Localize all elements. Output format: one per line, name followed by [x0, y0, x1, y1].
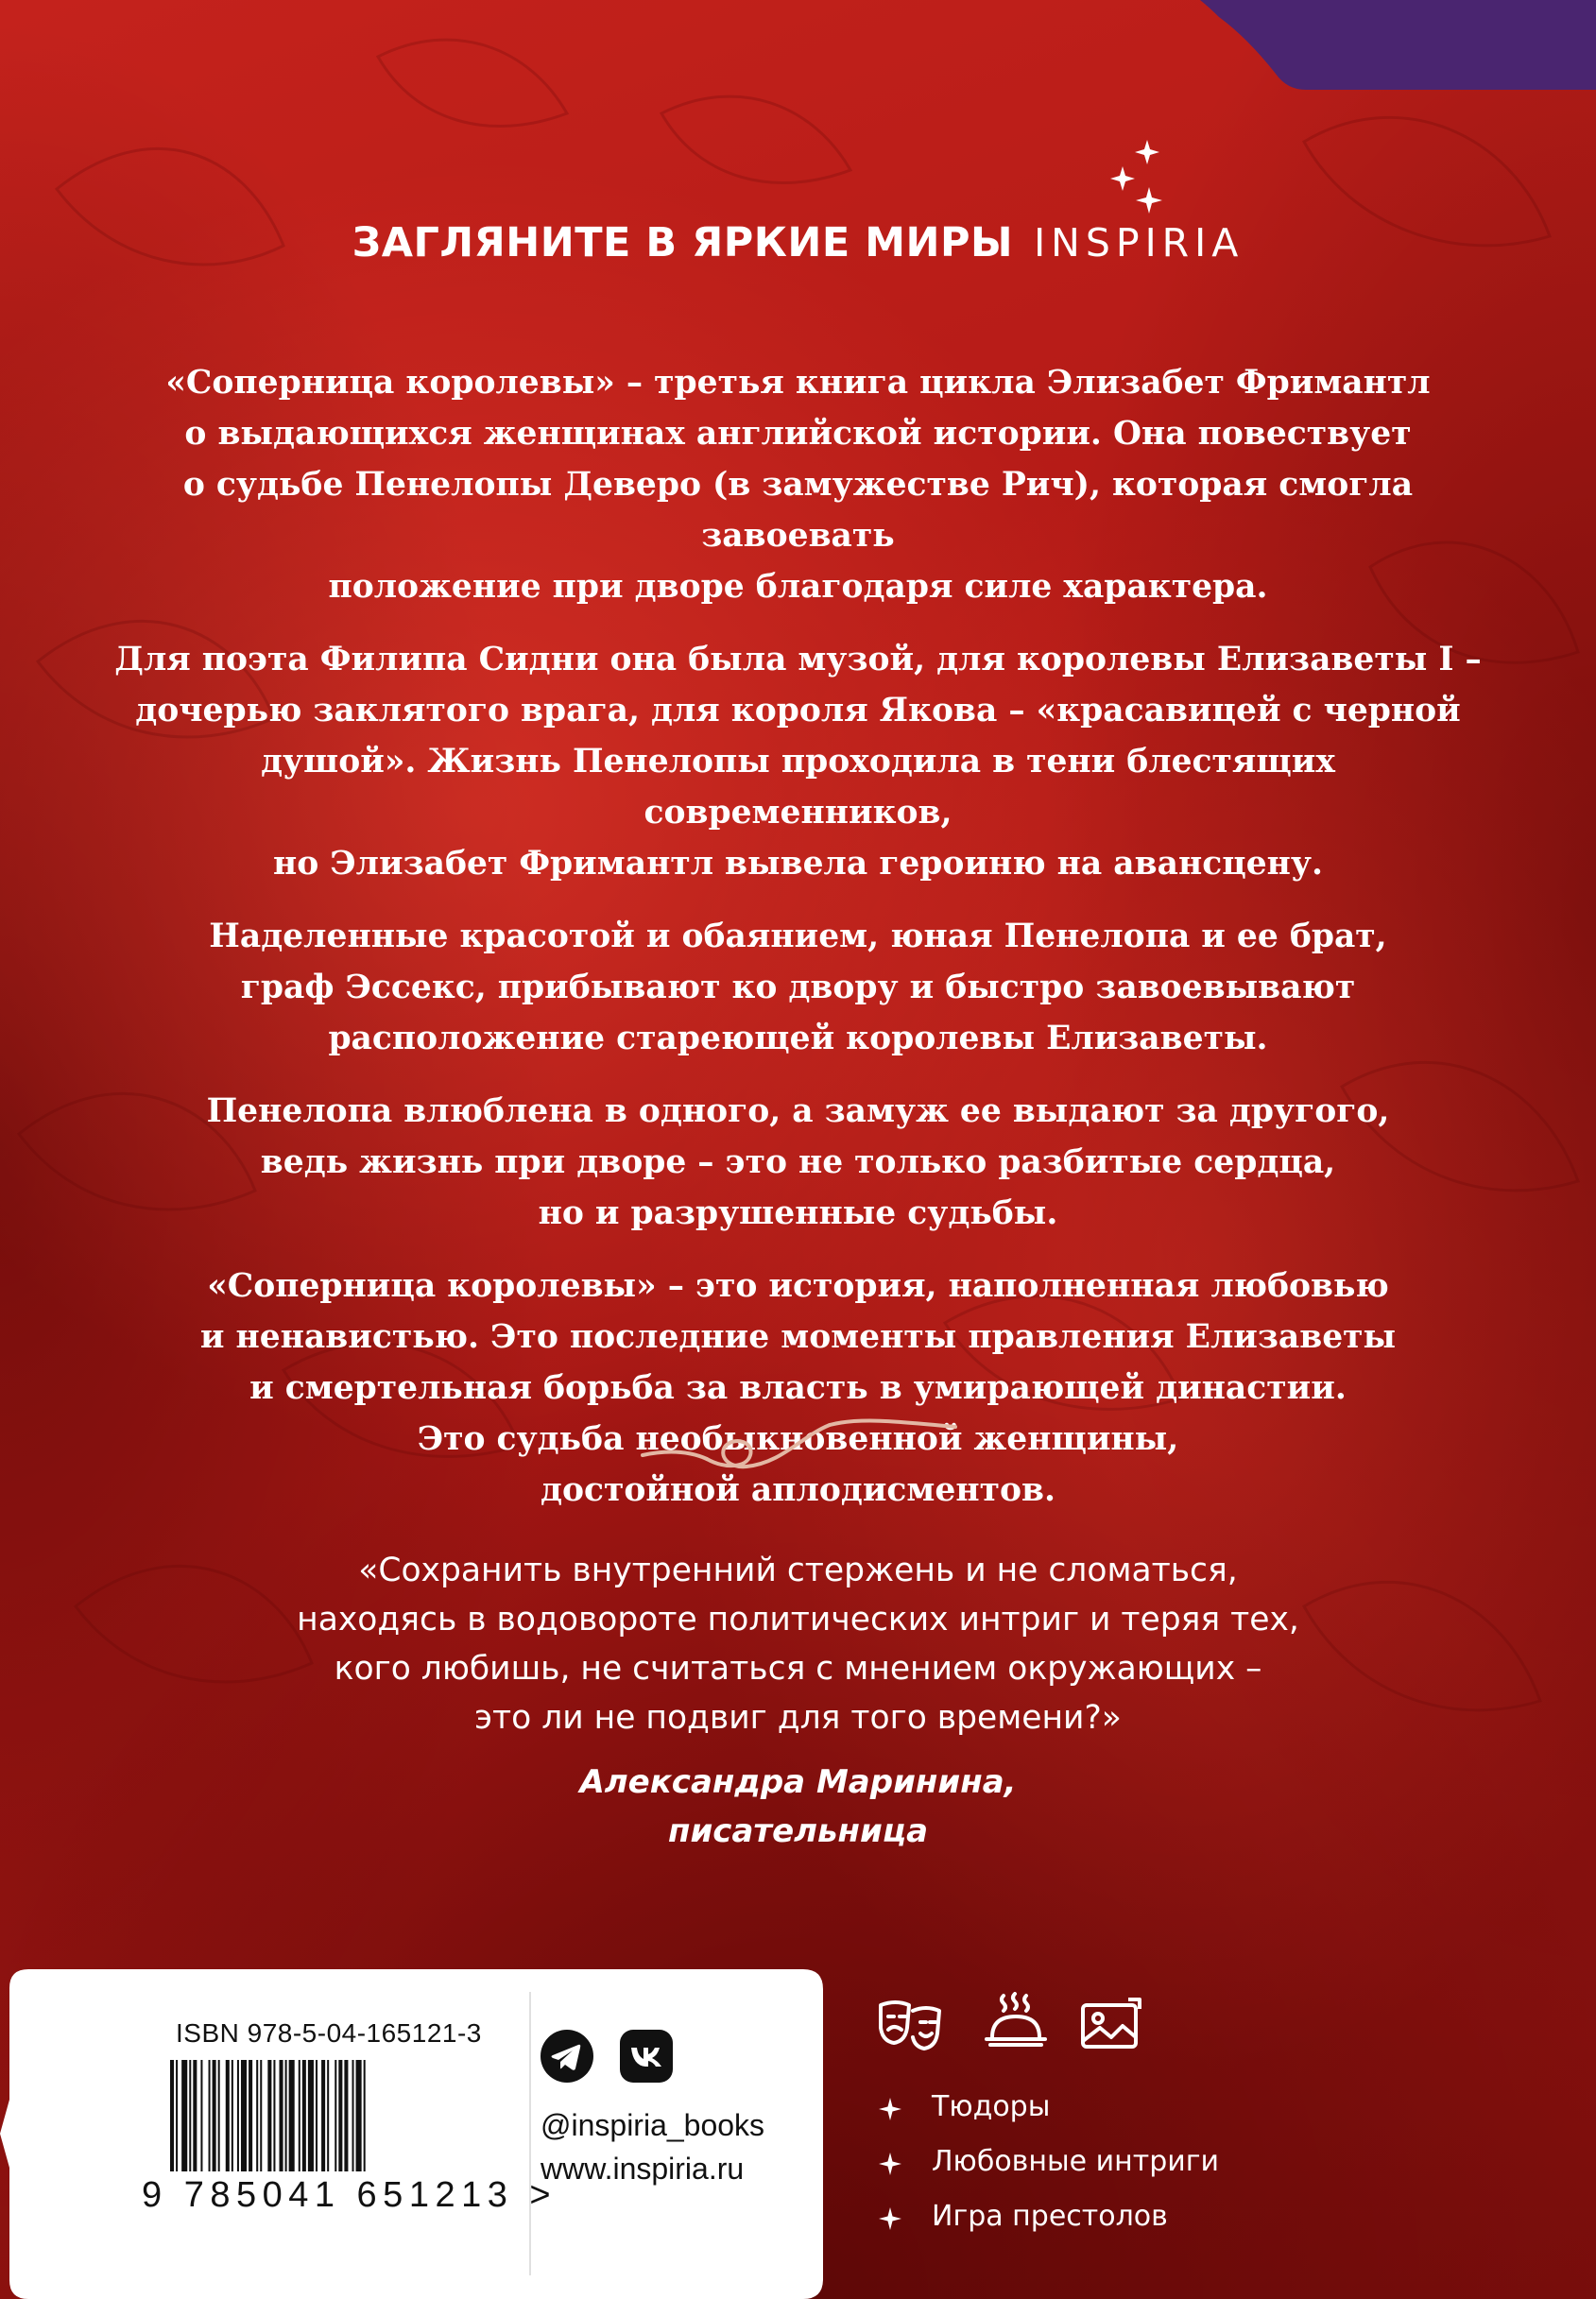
description-paragraph: Пенелопа влюблена в одного, а замуж ее выдают за другого, ведь жизнь при дворе – это не только разбитые сердца, но и разрушенные судьбы. — [206, 1092, 1390, 1232]
theater-masks-icon — [877, 1996, 943, 2052]
genre-label: Тюдоры — [932, 2090, 1051, 2123]
barcode — [170, 2060, 534, 2171]
barcode-digits: 9 785041 651213 > — [142, 2175, 558, 2215]
picture-icon — [1077, 1996, 1143, 2052]
sparkle-icon — [1107, 140, 1174, 214]
star-bullet-icon — [879, 2207, 901, 2230]
vk-icon[interactable] — [620, 2030, 673, 2083]
social-links — [541, 2103, 764, 2190]
genre-item — [879, 2143, 1446, 2190]
review-quote: «Сохранить внутренний стержень и не сломаться, находясь в водовороте политических интриг и теряя тех, кого любишь, не считаться с мнением окружающих – это ли не подвиг для того времени?» — [297, 1552, 1299, 1737]
top-tab — [0, 0, 1596, 90]
telegram-icon[interactable] — [541, 2030, 593, 2083]
social-handle[interactable]: @inspiria_books — [541, 2108, 765, 2142]
cloche-icon — [983, 1992, 1049, 2049]
description-paragraph: «Соперница королевы» – третья книга цикла Элизабет Фримантл о выдающихся женщинах английской истории. Она повествует о судьбе Пенелопы Деверо (в замужестве Рич), которая смогла завоевать положение при дворе благодаря силе характера. — [165, 364, 1431, 606]
star-bullet-icon — [879, 2098, 901, 2120]
series-header — [0, 219, 1596, 266]
star-bullet-icon — [879, 2153, 901, 2175]
series-header-title: ЗАГЛЯНИТЕ В ЯРКИЕ МИРЫ — [352, 219, 1014, 266]
genre-label: Игра престолов — [932, 2200, 1168, 2233]
ornament-divider — [641, 1417, 957, 1482]
genre-label: Любовные интриги — [932, 2145, 1220, 2178]
description-paragraph: Наделенные красотой и обаянием, юная Пенелопа и ее брат, граф Эссекс, прибывают ко двору и быстро завоевывают расположение стареющей королевы Елизаветы. — [209, 918, 1387, 1057]
book-description — [104, 357, 1492, 1537]
website-link[interactable]: www.inspiria.ru — [541, 2152, 745, 2186]
description-paragraph: Для поэта Филипа Сидни она была музой, для королевы Елизаветы I – дочерью заклятого врага, для короля Якова – «красавицей с черной душой». Жизнь Пенелопы проходила в тени блестящих современников, но Элизабет Фримантл вывела героиню на авансцену. — [114, 641, 1482, 883]
quote-author-role: писательница — [667, 1812, 929, 1850]
brand-name: INSPIRIA — [1034, 220, 1244, 266]
genre-item — [879, 2198, 1446, 2245]
quote-author-name: Александра Маринина, — [579, 1763, 1017, 1801]
description-paragraph: «Соперница королевы» – это история, наполненная любовью и ненавистью. Это последние моменты правления Елизаветы и смертельная борьба за власть в умирающей династии. Это судьба необыкновенной женщины, достойной аплодисментов. — [199, 1267, 1397, 1509]
quote-author — [151, 1758, 1445, 1856]
isbn-text: ISBN 978-5-04-165121-3 — [176, 2018, 482, 2048]
genre-item — [879, 2088, 1446, 2136]
